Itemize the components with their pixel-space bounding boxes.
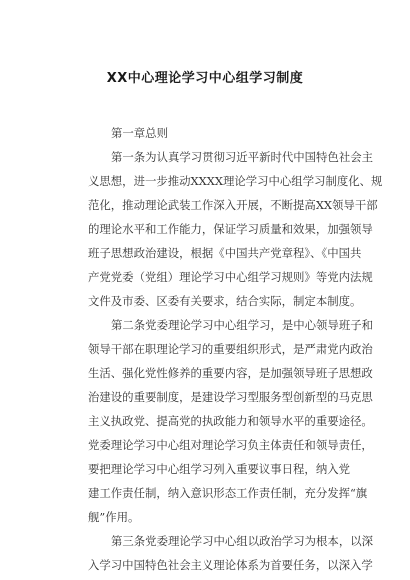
paragraph-2-line-1: 第二条党委理论学习中心组学习，是中心领导班子和 <box>111 318 373 332</box>
paragraph-1-line-4: 的理论水平和工作能力，保证学习质量和效果，加强领导 <box>88 222 373 236</box>
paragraph-1-line-2: 义思想，进一步推动XXXX理论学习中心组学习制度化、规 <box>88 174 383 188</box>
paragraph-1-line-7: 文件及市委、区委有关要求，结合实际，制定本制度。 <box>88 294 362 308</box>
paragraph-1-line-6: 产党党委（党组）理论学习中心组学习规则》等党内法规 <box>88 270 373 284</box>
paragraph-2-line-6: 党委理论学习中心组对理论学习负主体责任和领导责任， <box>88 438 373 452</box>
paragraph-1-line-3: 范化，推动理论武装工作深入开展，不断提高XX领导干部 <box>88 198 378 212</box>
paragraph-2-line-7: 要把理论学习中心组学习列入重要议事日程，纳入党 <box>88 462 350 476</box>
paragraph-2-line-4: 治建设的重要制度，是建设学习型服务型创新型的马克思 <box>88 390 373 404</box>
paragraph-1-line-1: 第一条为认真学习贯彻习近平新时代中国特色社会主 <box>111 150 373 164</box>
paragraph-1-line-5: 班子思想政治建设，根据《中国共产党章程》、《中国共 <box>88 246 362 260</box>
document-body <box>88 121 383 577</box>
paragraph-3-line-2: 入学习中国特色社会主义理论体系为首要任务，以深入学 <box>88 558 373 572</box>
paragraph-2-line-2: 领导干部在职理论学习的重要组织形式，是严肃党内政治 <box>88 342 373 356</box>
paragraph-3-line-1: 第三条党委理论学习中心组以政治学习为根本，以深 <box>111 534 373 548</box>
paragraph-2-line-8: 建工作责任制，纳入意识形态工作责任制，充分发挥“旗 <box>88 486 368 500</box>
paragraph-2-line-5: 主义执政党、提高党的执政能力和领导水平的重要途径。 <box>88 414 373 428</box>
chapter-heading: 第一章总则 <box>111 126 168 140</box>
paragraph-2-line-3: 生活、强化党性修养的重要内容，是加强领导班子思想政 <box>88 366 373 380</box>
document-title: XX中心理论学习中心组学习制度 <box>106 71 304 86</box>
paragraph-2-line-9: 舰”作用。 <box>88 510 140 524</box>
